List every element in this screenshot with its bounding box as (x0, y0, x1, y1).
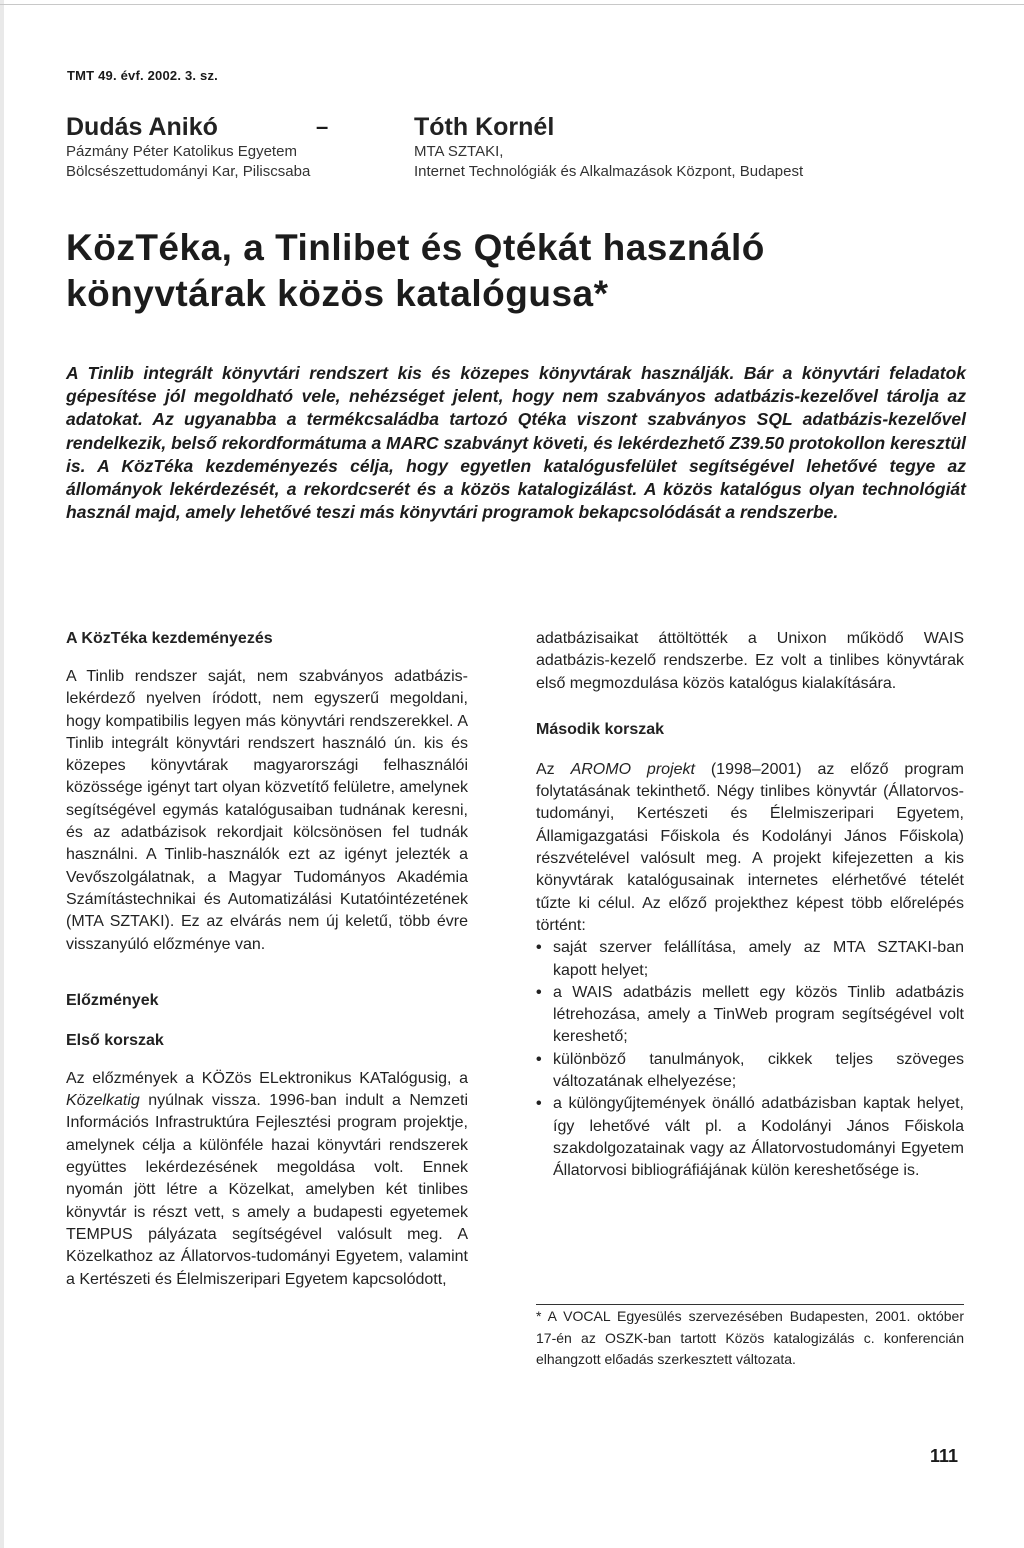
list-item: • a különgyűjtemények önálló adatbázisban kaptak helyet, így lehetővé vált pl. a Kodolányi János Főiskola szakdolgozatainak vagy az Állatorvostudományi Egyetem Állatorvosi bibliográfiájának külön kereshetősége is. (536, 1093, 964, 1182)
paragraph (66, 1068, 468, 1291)
abstract: A Tinlib integrált könyvtári rendszert kis és közepes könyvtárak használják. Bár a könyvtári feladatok gépesítése jól megoldható vele, nehézséget jelent, hogy nem szabványos adatbázis-kezelővel tárolja az adatokat. Az ugyanabba a termékcsaládba tartozó Qtéka viszont szabványos SQL adatbázis-kezelővel rendelkezik, belső rekordformátuma a MARC szabványt követi, és lekérdezhető Z39.50 protokollon keresztül is. A KözTéka kezdeményezés célja, hogy egyetlen katalógusfelület segítségével lehetővé tegye az állományok lekérdezését, a rekordcserét és a közös katalogizálást. A közös katalógus olyan technológiát használ majd, amely lehetővé teszi más könyvtári programok bekapcsolódását a rendszerbe. (66, 363, 966, 523)
left-column (66, 628, 468, 1291)
title-line: könyvtárak közös katalógusa* (66, 273, 609, 314)
list-item: • a WAIS adatbázis mellett egy közös Tinlib adatbázis létrehozása, amely a TinWeb program segítségével volt kereshető; (536, 982, 964, 1049)
text-run: nyúlnak vissza. 1996-ban indult a Nemzeti Információs Infrastruktúra Fejlesztési program projektje, amelynek célja a különféle hazai könyvtári rendszerek együttes lekérdezésének megoldása volt. Ennek nyomán jött létre a Közelkat, amelyben két tinlibes könyvtár is részt vett, s amely a budapesti egyetemek TEMPUS pályázata segítségével valósult meg. A Közelkathoz az Állatorvos-tudományi Egyetem, valamint a Kertészeti és Élelmiszeripari Egyetem kapcsolódott, (66, 1092, 468, 1288)
subsection-heading: Első korszak (66, 1031, 164, 1049)
title-line: KözTéka, a Tinlibet és Qtékát használó (66, 227, 765, 268)
text-run: Az előzmények a KÖZös ELektronikus KATalógusig, a (66, 1069, 468, 1087)
author-affiliation: Internet Technológiák és Alkalmazások Központ, Budapest (414, 163, 804, 180)
text-run: (1998–2001) az előző program folytatásának tekinthető. Négy tinlibes könyvtár (Állatorvos-tudományi, Kertészeti és Élelmiszeripari Egyetem, Államigazgatási Főiskola és Kodolányi János Főiskola) részvételével valósult meg. A projekt kifejezetten a kis könyvtárak katalógusainak internetes elérhetővé tételét tűzte ki célul. Az előző projekthez képest több előrelépés történt: (536, 760, 965, 934)
author-separator: – (316, 114, 329, 139)
scan-top-rule (0, 4, 1024, 5)
list-item: • saját szerver felállítása, amely az MTA SZTAKI-ban kapott helyet; (536, 937, 964, 982)
italic-run: AROMO projekt (570, 760, 695, 778)
text-run: Az (536, 760, 571, 778)
author-affiliation: MTA SZTAKI, (414, 143, 504, 160)
section-heading: A KözTéka kezdeményezés (66, 630, 273, 647)
scan-edge (0, 0, 4, 1548)
bullet-list (536, 937, 964, 1182)
author-name: Tóth Kornél (414, 113, 555, 141)
section-heading: Előzmények (66, 991, 159, 1009)
journal-header: TMT 49. évf. 2002. 3. sz. (67, 68, 218, 83)
author-name: Dudás Anikó (66, 113, 218, 141)
list-item: • különböző tanulmányok, cikkek teljes szöveges változatának elhelyezése; (536, 1049, 964, 1094)
page-number: 111 (930, 1446, 959, 1466)
author-affiliation: Pázmány Péter Katolikus Egyetem (66, 143, 297, 160)
article-title (66, 225, 966, 317)
subsection-heading: Második korszak (536, 720, 665, 738)
paragraph: A Tinlib rendszer saját, nem szabványos adatbázis-lekérdező nyelven íródott, nem egyszerű megoldani, hogy kompatibilis legyen más könyvtári rendszerekkel. A Tinlib integrált könyvtári rendszert használó ún. kis és közepes könyvtárak magyarországi felhasználói közössége igényt tart olyan közvetítő felületre, amelynek segítségével egymás katalógusaiban tudnának keresni, és az adatbázisok rekordjait kölcsönösen fel tudnák használni. A Tinlib-használók ezt az igényt jelezték a Vevőszolgálatnak, a Magyar Tudományos Akadémia Számítástechnikai és Automatizálási Kutatóintézetének (MTA SZTAKI). Ez az elvárás nem új keletű, több évre visszanyúló előzménye van. (66, 668, 468, 953)
paragraph (536, 759, 964, 937)
footnote: * A VOCAL Egyesülés szervezésében Budapesten, 2001. október 17-én az OSZK-ban tartott Közös katalogizálás c. konferencián elhangzott előadás szerkesztett változata. (536, 1308, 964, 1368)
italic-run: Közelkatig (66, 1092, 140, 1110)
author-2 (414, 112, 803, 182)
paragraph: adatbázisaikat áttöltötték a Unixon működő WAIS adatbázis-kezelő rendszerbe. Ez volt a tinlibes könyvtárak első megmozdulása közös katalógus kialakítására. (536, 630, 964, 692)
author-1 (66, 112, 310, 182)
footnote-rule (536, 1304, 964, 1305)
right-column (536, 628, 964, 1183)
author-affiliation: Bölcsészettudományi Kar, Piliscsaba (66, 163, 311, 180)
